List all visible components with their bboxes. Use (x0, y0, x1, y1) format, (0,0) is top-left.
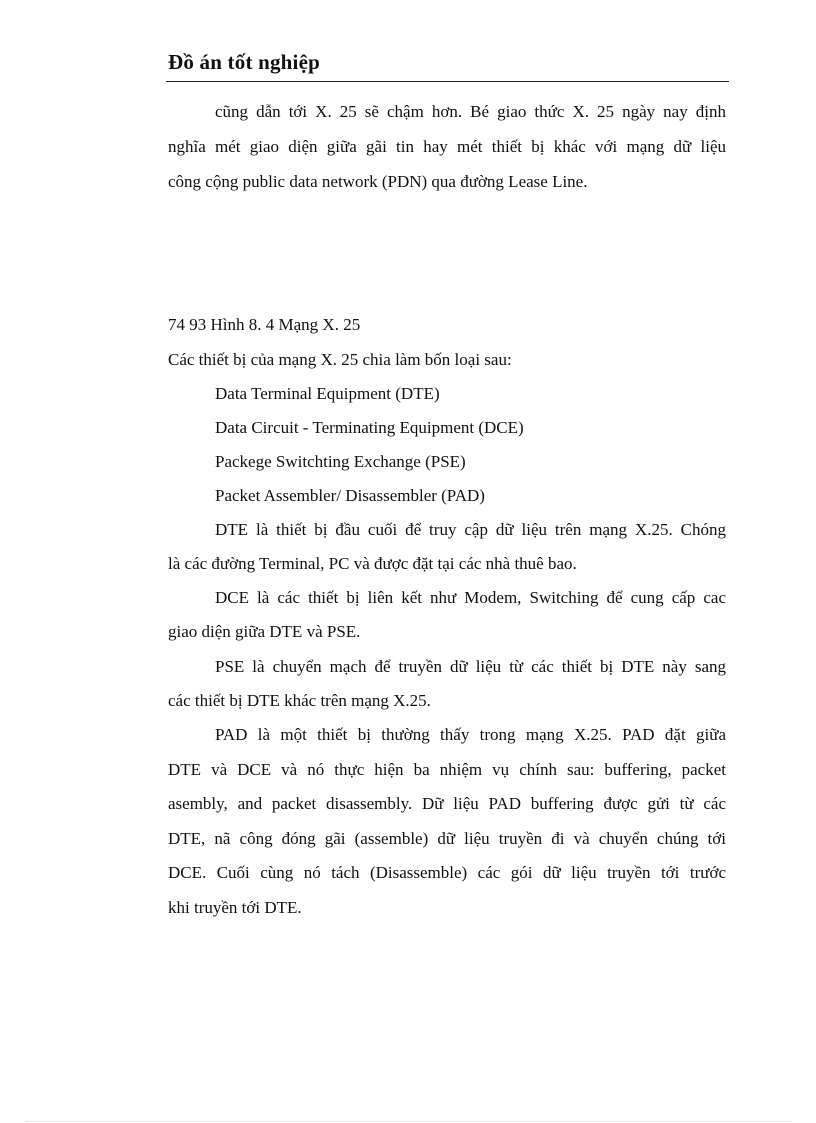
pad-paragraph-line-5: DCE. Cuối cùng nó tách (Disassemble) các gói dữ liệu truyền tới trước (168, 863, 726, 882)
pad-paragraph-line-4: DTE, nã công đóng gãi (assemble) dữ liệu truyền đi và chuyển chúng tới (168, 829, 726, 848)
pse-paragraph-line-1: PSE là chuyển mạch để truyền dữ liệu từ các thiết bị DTE này sang (215, 657, 726, 676)
pad-paragraph-line-3: asembly, and packet disassembly. Dữ liệu PAD buffering được gửi từ các (168, 794, 726, 813)
intro-line-1: cũng dẫn tới X. 25 sẽ chậm hơn. Bé giao thức X. 25 ngày nay định (215, 102, 726, 121)
pad-paragraph-line-2: DTE và DCE và nó thực hiện ba nhiệm vụ chính sau: buffering, packet (168, 760, 726, 779)
dce-paragraph-line-2: giao diện giữa DTE và PSE. (168, 622, 361, 641)
device-type-dte: Data Terminal Equipment (DTE) (215, 384, 440, 403)
device-type-pse: Packege Switchting Exchange (PSE) (215, 452, 466, 471)
device-type-pad: Packet Assembler/ Disassembler (PAD) (215, 486, 485, 505)
figure-caption: 74 93 Hình 8. 4 Mạng X. 25 (168, 315, 361, 334)
header-divider (166, 81, 729, 82)
dte-paragraph-line-2: là các đường Terminal, PC và được đặt tại các nhà thuê bao. (168, 554, 577, 573)
pad-paragraph-line-6: khi truyền tới DTE. (168, 898, 302, 917)
dce-paragraph-line-1: DCE là các thiết bị liên kết như Modem, Switching để cung cấp cac (215, 588, 726, 607)
intro-line-2: nghĩa mét giao diện giữa gãi tin hay mét thiết bị khác với mạng dữ liệu (168, 137, 726, 156)
dte-paragraph-line-1: DTE là thiết bị đầu cuối để truy cập dữ liệu trên mạng X.25. Chóng (215, 520, 726, 539)
page-bottom-border (26, 1121, 792, 1122)
page-header-title: Đồ án tốt nghiệp (168, 50, 320, 74)
pse-paragraph-line-2: các thiết bị DTE khác trên mạng X.25. (168, 691, 431, 710)
intro-line-3: công cộng public data network (PDN) qua đường Lease Line. (168, 172, 588, 191)
device-list-intro: Các thiết bị của mạng X. 25 chia làm bốn loại sau: (168, 350, 512, 369)
pad-paragraph-line-1: PAD là một thiết bị thường thấy trong mạng X.25. PAD đặt giữa (215, 725, 726, 744)
device-type-dce: Data Circuit - Terminating Equipment (DCE) (215, 418, 524, 437)
